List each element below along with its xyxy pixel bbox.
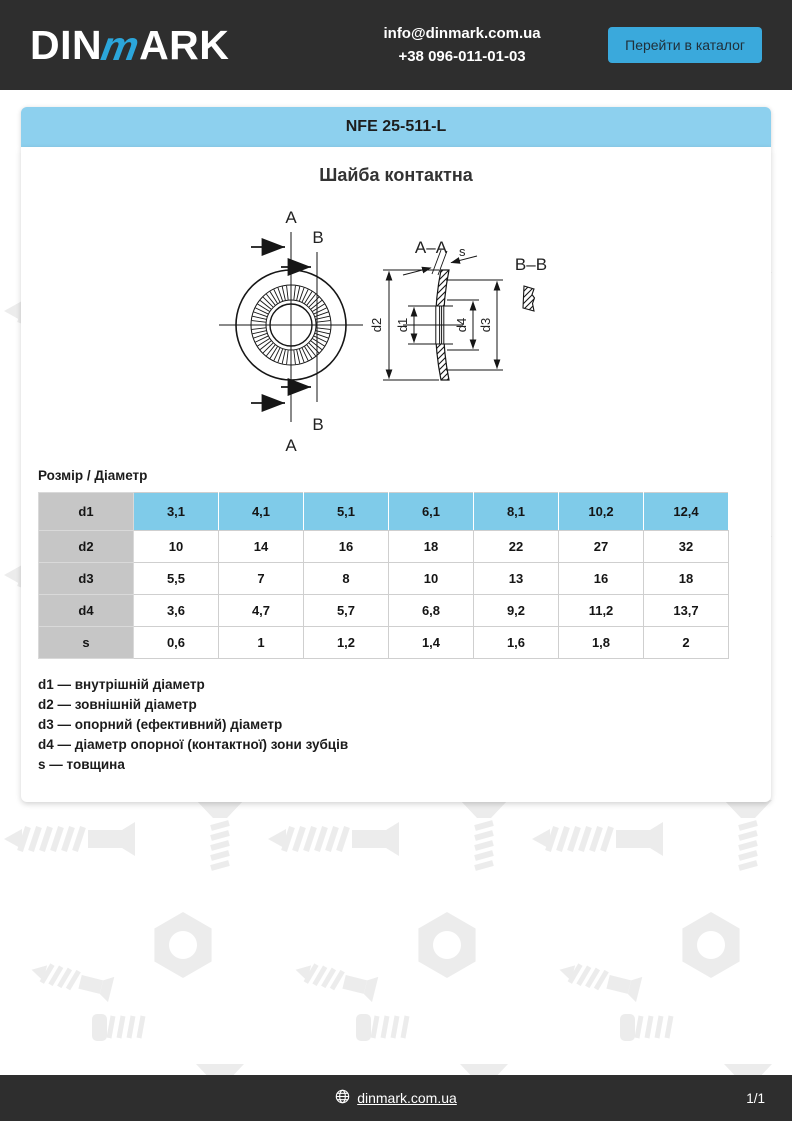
size-row-d4 — [39, 595, 729, 627]
size-cell: 27 — [559, 531, 644, 563]
size-cell: 11,2 — [559, 595, 644, 627]
legend-line-d3: d3 — опорний (ефективний) діаметр — [38, 717, 283, 732]
size-cell: 1,6 — [474, 627, 559, 659]
legend-line-d4: d4 — діаметр опорної (контактної) зони зубців — [38, 737, 349, 752]
size-cell: 16 — [304, 531, 389, 563]
logo-text-din: DIN — [30, 21, 103, 68]
size-cell: 13 — [474, 563, 559, 595]
size-cell: 1,2 — [304, 627, 389, 659]
size-cell: 1 — [219, 627, 304, 659]
catalog-button[interactable]: Перейти в каталог — [608, 27, 762, 63]
section-bb-view — [515, 255, 547, 311]
size-cell: 9,2 — [474, 595, 559, 627]
row-label-d1: d1 — [39, 493, 134, 531]
row-label-d2: d2 — [39, 531, 134, 563]
size-cell: 8 — [304, 563, 389, 595]
datasheet-card — [21, 147, 771, 802]
size-cell: 10,2 — [559, 493, 644, 531]
dim-label-d4: d4 — [454, 317, 469, 333]
size-row-d3 — [39, 563, 729, 595]
size-cell: 1,8 — [559, 627, 644, 659]
size-cell: 18 — [389, 531, 474, 563]
row-label-d3: d3 — [39, 563, 134, 595]
cut-label-a-top: A — [285, 208, 297, 227]
standard-title-bar — [21, 107, 771, 147]
size-cell: 13,7 — [644, 595, 729, 627]
globe-icon — [335, 1089, 350, 1107]
size-table — [38, 492, 729, 659]
section-bb-title: B–B — [514, 255, 548, 274]
technical-drawing — [211, 190, 581, 458]
size-cell: 5,5 — [134, 563, 219, 595]
size-cell: 2 — [644, 627, 729, 659]
size-row-d2 — [39, 531, 729, 563]
dimension-legend — [38, 675, 754, 775]
dim-label-d1: d1 — [395, 317, 410, 333]
size-row-s — [39, 627, 729, 659]
size-cell: 32 — [644, 531, 729, 563]
footer-site-text: dinmark.com.ua — [357, 1090, 457, 1106]
contact-phone: +38 096-011-01-03 — [398, 48, 526, 65]
size-cell: 5,1 — [304, 493, 389, 531]
size-cell: 14 — [219, 531, 304, 563]
washer-front-view — [219, 232, 363, 422]
product-title: Шайба контактна — [319, 165, 473, 185]
cut-label-b-top: B — [312, 228, 324, 247]
size-cell: 18 — [644, 563, 729, 595]
table-caption: Розмір / Діаметр — [38, 468, 148, 483]
page-indicator: 1/1 — [746, 1090, 765, 1106]
cut-label-a-bottom: A — [285, 436, 297, 455]
size-cell: 3,6 — [134, 595, 219, 627]
size-cell: 0,6 — [134, 627, 219, 659]
size-cell: 4,1 — [219, 493, 304, 531]
size-cell: 16 — [559, 563, 644, 595]
dim-label-d2: d2 — [369, 317, 384, 333]
dim-label-d3: d3 — [478, 317, 493, 333]
row-label-d4: d4 — [39, 595, 134, 627]
legend-line-d2: d2 — зовнішній діаметр — [38, 697, 197, 712]
size-cell: 3,1 — [134, 493, 219, 531]
size-cell: 8,1 — [474, 493, 559, 531]
size-cell: 6,1 — [389, 493, 474, 531]
size-cell: 10 — [134, 531, 219, 563]
contact-block — [330, 22, 594, 68]
size-cell: 1,4 — [389, 627, 474, 659]
dim-label-s: s — [459, 244, 466, 259]
cut-label-b-bottom: B — [312, 415, 324, 434]
size-table-body — [39, 493, 729, 659]
size-cell: 7 — [219, 563, 304, 595]
legend-line-d1: d1 — внутрішній діаметр — [38, 677, 205, 692]
logo-text-ark: ARK — [139, 21, 230, 68]
size-row-d1 — [39, 493, 729, 531]
logo-m-glyph: m — [97, 22, 144, 69]
size-cell: 5,7 — [304, 595, 389, 627]
standard-number: NFE 25-511-L — [345, 118, 447, 135]
section-aa-title: A–A — [414, 238, 448, 257]
footer — [0, 1075, 792, 1121]
header — [0, 0, 792, 90]
size-cell: 6,8 — [389, 595, 474, 627]
size-cell: 10 — [389, 563, 474, 595]
legend-line-s: s — товщина — [38, 757, 125, 772]
row-label-s: s — [39, 627, 134, 659]
size-cell: 22 — [474, 531, 559, 563]
section-aa-view — [383, 250, 503, 380]
contact-email: info@dinmark.com.ua — [383, 25, 541, 42]
size-cell: 4,7 — [219, 595, 304, 627]
dinmark-logo — [30, 21, 330, 69]
footer-site-link[interactable] — [335, 1089, 457, 1107]
size-cell: 12,4 — [644, 493, 729, 531]
